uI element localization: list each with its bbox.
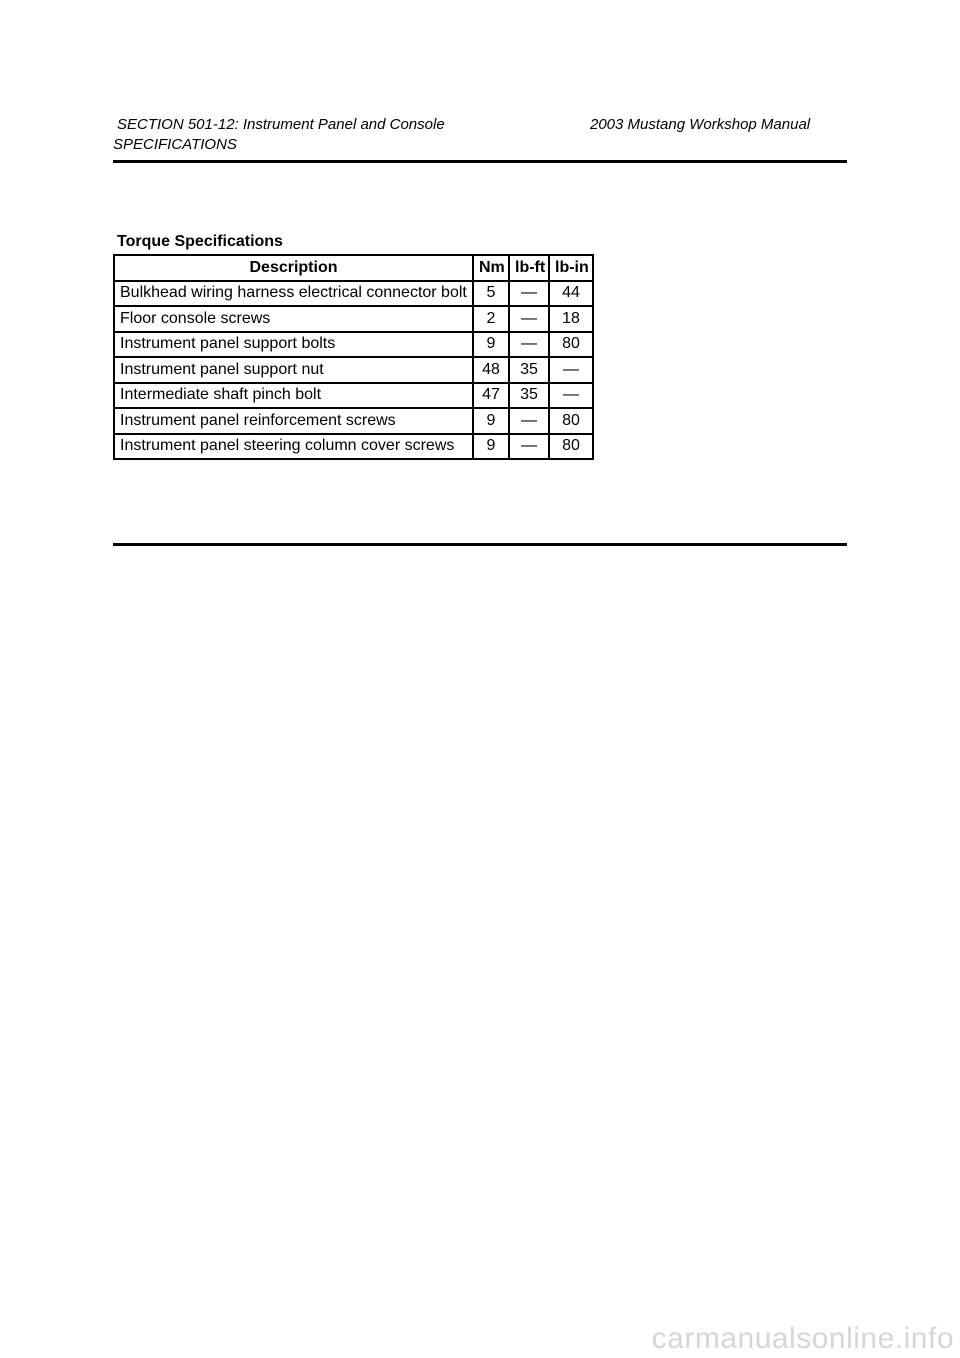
cell-description: Intermediate shaft pinch bolt — [114, 383, 473, 409]
cell-description: Bulkhead wiring harness electrical connector bolt — [114, 281, 473, 307]
cell-lb-in: 80 — [549, 434, 593, 460]
cell-lb-in: — — [549, 357, 593, 383]
column-header-description: Description — [114, 255, 473, 281]
table-row — [114, 306, 593, 332]
cell-lb-ft: — — [509, 281, 549, 307]
cell-lb-in: 80 — [549, 408, 593, 434]
cell-nm: 5 — [473, 281, 509, 307]
table-row — [114, 332, 593, 358]
cell-lb-ft: 35 — [509, 357, 549, 383]
table-row — [114, 408, 593, 434]
cell-description: Instrument panel steering column cover screws — [114, 434, 473, 460]
column-header-lb-ft: lb-ft — [509, 255, 549, 281]
cell-nm: 9 — [473, 434, 509, 460]
subsection-title: SPECIFICATIONS — [113, 136, 237, 153]
cell-lb-in: — — [549, 383, 593, 409]
cell-lb-ft: — — [509, 332, 549, 358]
cell-nm: 2 — [473, 306, 509, 332]
section-title: SECTION 501-12: Instrument Panel and Console — [117, 116, 445, 133]
watermark: carmanualsonline.info — [651, 1322, 954, 1355]
header-divider — [113, 160, 847, 163]
cell-lb-in: 18 — [549, 306, 593, 332]
cell-description: Instrument panel support bolts — [114, 332, 473, 358]
cell-lb-ft: — — [509, 408, 549, 434]
torque-specifications-table — [113, 254, 594, 460]
cell-lb-in: 44 — [549, 281, 593, 307]
cell-nm: 9 — [473, 332, 509, 358]
table-row — [114, 281, 593, 307]
cell-description: Floor console screws — [114, 306, 473, 332]
table-title: Torque Specifications — [117, 233, 283, 250]
table-row — [114, 383, 593, 409]
cell-lb-ft: — — [509, 434, 549, 460]
cell-nm: 48 — [473, 357, 509, 383]
table-row — [114, 357, 593, 383]
cell-nm: 9 — [473, 408, 509, 434]
table-row — [114, 434, 593, 460]
table-header-row — [114, 255, 593, 281]
cell-description: Instrument panel support nut — [114, 357, 473, 383]
cell-nm: 47 — [473, 383, 509, 409]
column-header-lb-in: lb-in — [549, 255, 593, 281]
manual-title: 2003 Mustang Workshop Manual — [590, 116, 811, 133]
footer-divider — [113, 543, 847, 546]
cell-lb-in: 80 — [549, 332, 593, 358]
cell-description: Instrument panel reinforcement screws — [114, 408, 473, 434]
cell-lb-ft: — — [509, 306, 549, 332]
column-header-nm: Nm — [473, 255, 509, 281]
cell-lb-ft: 35 — [509, 383, 549, 409]
